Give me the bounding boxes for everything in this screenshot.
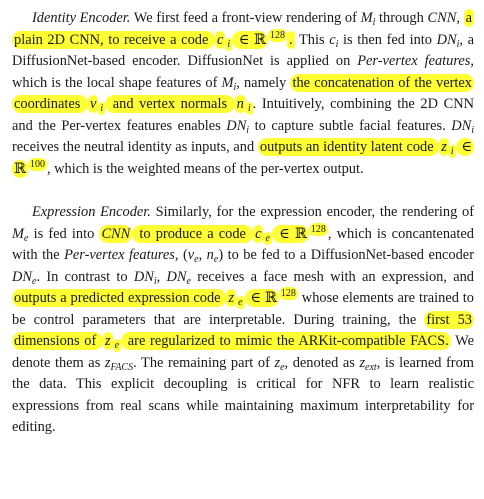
- highlighted-text: 128: [270, 29, 285, 41]
- subscript: e: [194, 254, 199, 265]
- text-run: ,: [156, 268, 167, 285]
- subscript: i: [372, 17, 376, 28]
- highlighted-text: i: [227, 38, 231, 50]
- subscript: i: [471, 124, 474, 136]
- highlighted-text: a plain 2D CNN, to receive a code: [14, 10, 472, 48]
- text-run: to capture subtle facial features.: [249, 117, 452, 134]
- text-run: z: [104, 354, 111, 371]
- highlighted-text: z: [104, 333, 111, 349]
- text-run: Similarly, for the expression encoder, the rendering of: [150, 204, 474, 220]
- text-run: whose elements are trained to be control parameters that are interpretable. During training, the: [12, 290, 474, 328]
- text-run: . The remaining part of: [133, 354, 275, 371]
- highlighted-text: first 53 dimensions of: [14, 311, 472, 349]
- highlighted-text: ∈ ℝ: [246, 290, 277, 306]
- subscript: i: [233, 81, 237, 93]
- highlighted-text: e: [265, 232, 270, 244]
- highlighted-text: ∈ ℝ: [234, 31, 266, 48]
- text-run: M: [221, 74, 234, 91]
- text-run: DN: [166, 268, 187, 285]
- text-run: Expression Encoder.: [32, 204, 151, 220]
- text-run: DN: [12, 268, 32, 285]
- highlighted-text: 100: [29, 158, 45, 170]
- text-run: M: [360, 10, 373, 26]
- text-run: , namely: [236, 74, 291, 91]
- text-run: Per-vertex features: [357, 53, 471, 69]
- subscript: i: [456, 38, 460, 50]
- highlighted-text: the concatenation of the vertex coordinates: [14, 74, 472, 112]
- highlighted-text: c: [255, 225, 262, 242]
- identity-encoder-paragraph: [12, 8, 474, 180]
- text-run: We denote them as: [12, 333, 474, 371]
- subscript: ext: [365, 361, 377, 373]
- text-run: . In contrast to: [36, 268, 134, 285]
- text-run: , a DiffusionNet-based encoder. DiffusionNet is applied on: [12, 31, 474, 69]
- text-run: receives the neutral identity as inputs, and: [12, 139, 258, 155]
- text-run: , denoted as: [284, 354, 360, 371]
- highlighted-text: c: [216, 31, 224, 48]
- paper-page: [12, 8, 474, 439]
- text-run: ,: [456, 10, 464, 26]
- highlighted-text: v: [89, 96, 97, 112]
- text-run: DN: [436, 31, 457, 48]
- subscript: e: [24, 232, 29, 244]
- highlighted-text: i: [247, 103, 251, 114]
- text-run: CNN: [427, 10, 457, 26]
- text-run: z: [274, 354, 281, 371]
- subscript: FACS: [110, 361, 134, 373]
- highlighted-text: i: [100, 103, 104, 114]
- text-run: , is learned from the data. This explicit decoupling is critical for NFR to learn realistic expressions from real scans while maintaining maximum interpretability for editing.: [12, 354, 474, 435]
- highlighted-text: and vertex normals: [107, 96, 233, 112]
- subscript: i: [246, 124, 250, 136]
- subscript: e: [32, 275, 37, 287]
- subscript: i: [335, 38, 339, 50]
- highlighted-text: ∈ ℝ: [14, 139, 472, 177]
- highlighted-text: n: [236, 96, 244, 112]
- text-run: , which is the weighted means of the per-vertex output.: [46, 160, 364, 177]
- text-run: This: [294, 31, 330, 48]
- text-run: , which is the local shape features of: [12, 53, 475, 91]
- highlighted-text: to produce a code: [134, 225, 252, 242]
- subscript: e: [186, 275, 191, 287]
- text-run: . Intuitively, combining the 2D CNN and the Per-vertex features enables: [12, 96, 474, 134]
- text-run: z: [359, 354, 366, 371]
- text-run: is then fed into: [338, 31, 437, 48]
- text-run: is fed into: [28, 225, 100, 242]
- highlighted-text: CNN: [101, 225, 131, 242]
- text-run: c: [329, 31, 336, 48]
- text-run: DN: [133, 268, 154, 285]
- text-run: n: [206, 247, 214, 263]
- highlighted-text: outputs a predicted expression code: [14, 290, 225, 306]
- expression-encoder-paragraph: [12, 202, 474, 439]
- subscript: i: [153, 275, 157, 287]
- text-run: We first feed a front-view rendering of: [130, 10, 361, 26]
- text-run: DN: [451, 117, 472, 134]
- highlighted-text: z: [228, 290, 235, 306]
- highlighted-text: .: [289, 31, 293, 48]
- highlighted-text: e: [114, 340, 120, 351]
- highlighted-text: outputs an identity latent code: [259, 139, 438, 155]
- text-run: v: [187, 247, 195, 263]
- text-run: , (: [174, 247, 188, 263]
- text-run: Per-vertex features: [64, 247, 175, 263]
- text-run: , which is concantenated with the: [12, 225, 474, 263]
- highlighted-text: 128: [280, 288, 296, 299]
- highlighted-text: i: [450, 146, 454, 157]
- highlighted-text: 128: [310, 223, 326, 235]
- text-run: Identity Encoder.: [32, 10, 131, 26]
- highlighted-text: are regularized to mimic the ARKit-compatible FACS.: [123, 333, 449, 349]
- highlighted-text: e: [238, 297, 243, 308]
- highlighted-text: ∈ ℝ: [273, 225, 307, 242]
- highlighted-text: z: [441, 139, 447, 155]
- text-run: through: [375, 10, 428, 26]
- text-run: ,: [198, 247, 207, 263]
- subscript: e: [280, 361, 285, 373]
- subscript: e: [213, 254, 219, 265]
- text-run: receives a face mesh with an expression, and: [190, 268, 474, 285]
- text-run: ) to be fed to a DiffusionNet-based encoder: [218, 247, 474, 263]
- text-run: M: [12, 225, 24, 242]
- text-run: DN: [226, 117, 247, 134]
